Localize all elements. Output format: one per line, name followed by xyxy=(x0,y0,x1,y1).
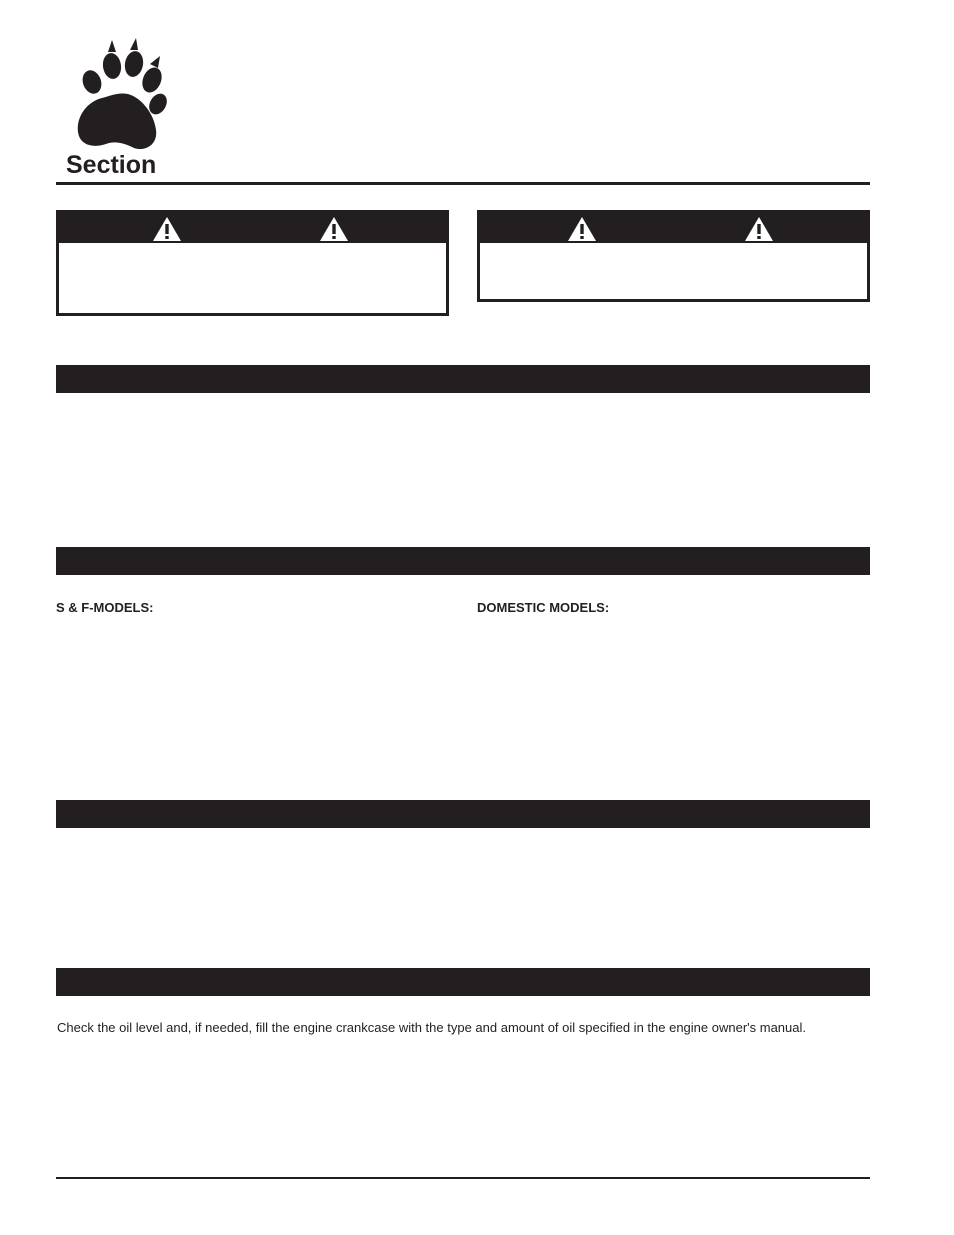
warning-box-right xyxy=(477,210,870,302)
paw-print-icon xyxy=(72,36,168,154)
warning-box-header xyxy=(59,213,446,243)
section-header-bar xyxy=(56,365,870,393)
warning-triangle-icon xyxy=(744,216,774,242)
warning-box-left xyxy=(56,210,449,316)
warning-triangle-icon xyxy=(567,216,597,242)
section-header-bar xyxy=(56,547,870,575)
section-header-bar xyxy=(56,800,870,828)
warning-triangle-icon xyxy=(319,216,349,242)
warning-box-header xyxy=(480,213,867,243)
section-title: Section xyxy=(66,151,157,179)
domestic-models-heading: DOMESTIC MODELS: xyxy=(477,600,610,615)
header-rule xyxy=(56,182,870,185)
section-header-bar xyxy=(56,968,870,996)
s-f-models-heading: S & F-MODELS: xyxy=(56,600,154,615)
oil-check-instruction: Check the oil level and, if needed, fill the engine crankcase with the type and amount of oil specified in the engine owner's manual. xyxy=(57,1020,806,1035)
warning-triangle-icon xyxy=(152,216,182,242)
footer-rule xyxy=(56,1177,870,1179)
